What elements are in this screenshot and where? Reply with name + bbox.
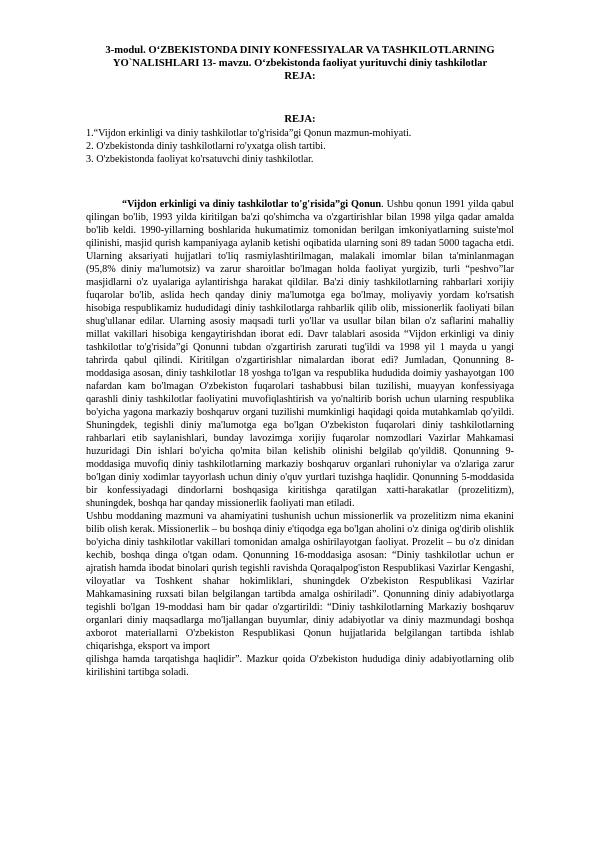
body-paragraph: qilishga hamda tarqatishga haqlidir”. Mazkur qoida O'zbekiston hududiga diniy adabiyotlarning olib kirilishini tartibga soladi.: [86, 654, 514, 678]
document-title: 3-modul. O‘ZBEKISTONDA DINIY KONFESSIYALAR VA TASHKILOTLARNING YO`NALISHLARI 13- mavzu. O‘zbekistonda faoliyat yurituvchi diniy tashkilotlar: [105, 45, 495, 69]
document-body: [86, 198, 514, 679]
paragraph-lead: “Vijdon erkinligi va diniy tashkilotlar to'g'risida”gi Qonun: [122, 199, 382, 210]
plan-heading: REJA:: [284, 114, 316, 125]
paragraph-text: . Ushbu qonun 1991 yilda qabul qilingan bo'lib, 1993 yilda kiritilgan ba'zi qo'shimcha va o'zgartirishlar bilan 1998 yilga qadar amalda bo'lib keldi. 1990-yillarning boshlarida hukumatimiz tomonidan berilgan imkoniyatlarning suiste'mol qilinishi, masjid qurish kampaniyaga aylanib ketishi oqibatida ularning soni 89 tadan 5000 tagacha etdi. Ularning aksariyati hujjatlari to'liq rasmiylashtirilmagan, malakali imomlar bilan ta'minlanmagan (95,8% diniy ma'lumotsiz) va zarur sharoitlar bo'lmagan holda faoliyat yurgizib, turli “peshvo”lar masjidlarni o'z uyalariga aylantirishga harakat qildilar. Ba'zi diniy tashkilotlarning rahbarlari xorijiy fuqarolar bo'lib, aslida hech qanday diniy ma'lumotga ega bo'lmay, moliyaviy yordam ko'rsatish hisobiga respublikamiz hududidagi diniy tashkilotlarga rahbarlik qilib olib, missionerlik faoliyati bilan shug'ullanar edilar. Ularning asosiy maqsadi turli yo'llar va usullar bilan bilan o'z saflarini mahalliy millat vakillari hisobiga kengaytirishdan iborat edi. Davr talablari asosida “Vijdon erkinligi va diniy tashkilotlar to'g'risida”gi Qonunni tubdan o'zgartirish zarurati tug'ildi va 1998 yil 1 mayda u yangi tahrirda qabul qilindi. Kiritilgan o'zgartirishlar nimalardan iborat edi? Jumladan, Qonunning 8-moddasiga asosan, diniy tashkilotlar 18 yoshga to'lgan va respublika hududida doimiy yashayotgan 100 nafardan kam bo'lmagan O'zbekiston fuqarolari tashabbusi bilan tuzilishi, muayyan konfessiyaga qarashli diniy tashkilotlar faoliyatini muvofiqlashtirish va yo'naltirib borish uchun ularning respublika bo'yicha yagona markaziy boshqaruv organi tuzilishi mumkinligi haqidagi qoida mutahkamlab qo'yildi. Shuningdek, tegishli diniy ma'lumotga ega bo'lgan O'zbekiston fuqarolari diniy tashkilotlarning rahbarlari etib saylanishlari, bunday lavozimga xorijiy fuqarolar nomzodlari Vazirlar Mahkamasi huzuridagi Din ishlari bo'yicha qo'mita bilan kelishib olinishi belgilab qo'yildi8. Qonunning 9-moddasiga muvofiq diniy tashkilotlarning markaziy boshqaruv organlari ruhoniylar va o'zlariga zarur bo'lgan diniy xodimlar tayyorlash uchun diniy o'quv yurtlari tuzishga haqlidir. Qonunning 5-moddasida bir konfessiyadagi dindorlarni boshqasiga kiritishga qaratilgan xatti-harakatlar (prozelitizm), shuningdek, boshqa har qanday missionerlik faoliyati man etiladi.: [86, 199, 514, 509]
plan-item: 1.“Vijdon erkinligi va diniy tashkilotlar to'g'risida”gi Qonun mazmun-mohiyati.: [86, 128, 412, 139]
body-paragraph: Ushbu moddaning mazmuni va ahamiyatini tushunish uchun missionerlik va prozelitizm nima ekanini bilib olish kerak. Missionerlik – bu boshqa diniy e'tiqodga ega bo'lgan aholini o'z diniga og'dirib olishlik bo'yicha diniy tashkilotlar vakillari tomonidan amalga oshirilayotgan faoliyat. Prozelit – bu o'z dinidan kechib, boshqa dinga o'tgan odam. Qonunning 16-moddasiga asosan: “Diniy tashkilotlar uchun er ajratish hamda ibodat binolari qurish tegishli ravishda Qoraqalpog'iston Respublikasi Vazirlar Kengashi, viloyatlar va Toshkent shahar hokimliklari, shuningdek O'zbekiston Respublikasi Vazirlar Mahkamasining ruxsati bilan belgilangan tartibda amalga oshiriladi”. Qonunning diniy adabiyotlarga tegishli bo'lgan 19-moddasi ham bir qadar o'zgartirildi: “Diniy tashkilotlarning Markaziy boshqaruv organlari diniy maqsadlarga mo'ljallangan buyumlar, diniy adabiyotlar va diniy mazmundagi boshqa axborot materiallarni O'zbekiston Respublikasi Qonun hujjatlarida belgilangan tartibda ishlab chiqarishga, eksport va import: [86, 511, 514, 652]
body-paragraph: [86, 198, 514, 510]
plan-item: 2. O'zbekistonda diniy tashkilotlarni ro'yxatga olish tartibi.: [86, 141, 326, 152]
reja-heading-top: REJA:: [284, 71, 316, 82]
plan-item: 3. O'zbekistonda faoliyat ko'rsatuvchi diniy tashkilotlar.: [86, 154, 314, 165]
plan-list: [86, 127, 514, 166]
